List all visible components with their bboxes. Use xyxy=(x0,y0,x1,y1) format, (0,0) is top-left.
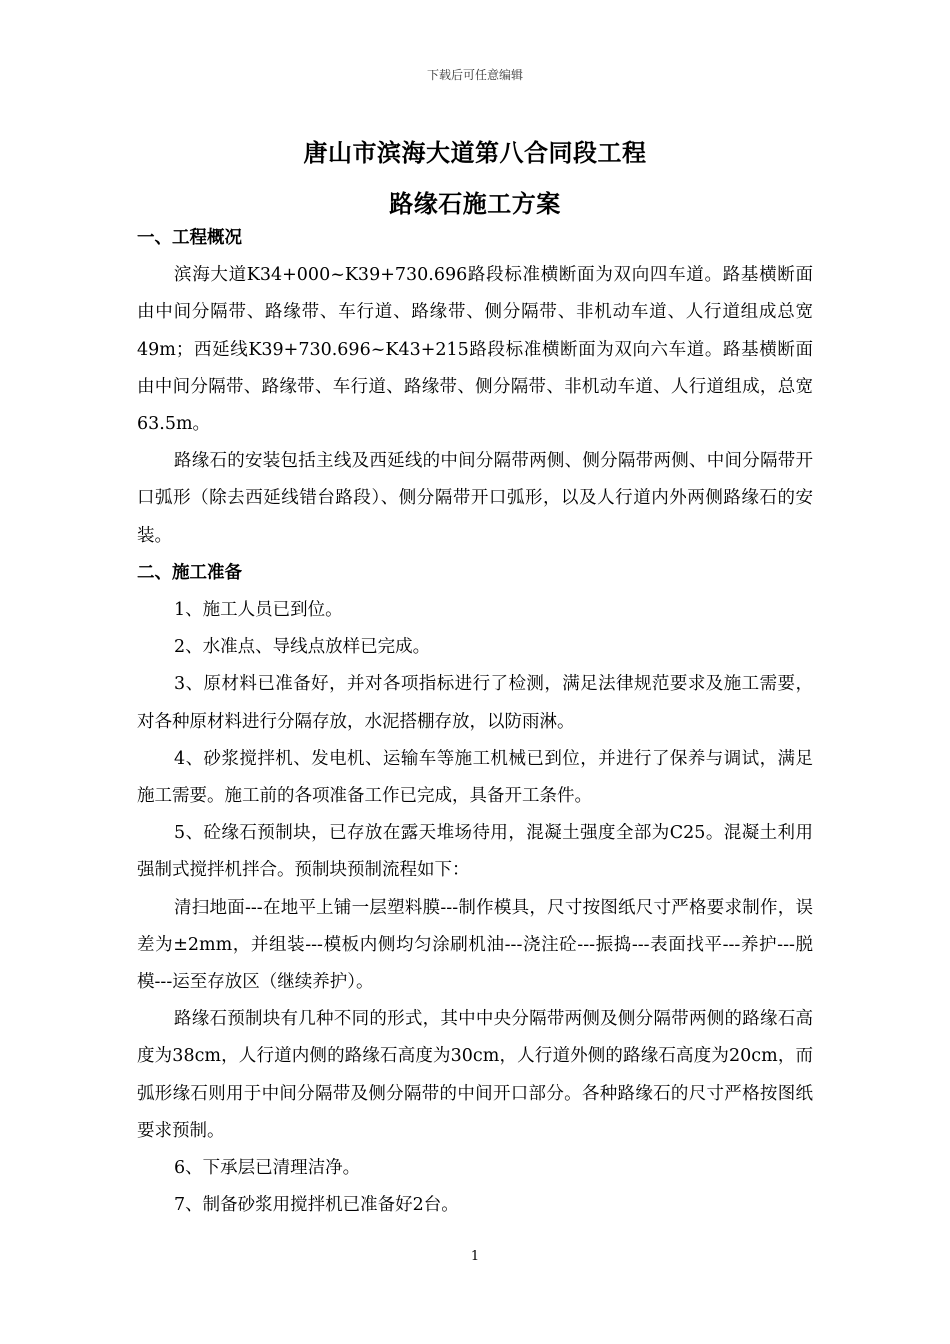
section-heading-preparation: 二、施工准备 xyxy=(137,562,242,583)
paragraph: 滨海大道K34+000~K39+730.696路段标准横断面为双向四车道。路基横断面由中间分隔带、路缘带、车行道、路缘带、侧分隔带、非机动车道、人行道组成总宽49m；西延线K39+730.696~K43+215路段标准横断面为双向六车道。路基横断面由中间分隔带、路缘带、车行道、路缘带、侧分隔带、非机动车道、人行道组成，总宽63.5m。 xyxy=(137,265,813,435)
paragraph: 路缘石预制块有几种不同的形式，其中中央分隔带两侧及侧分隔带两侧的路缘石高度为38cm，人行道内侧的路缘石高度为30cm，人行道外侧的路缘石高度为20cm，而弧形缘石则用于中间分隔带及侧分隔带的中间开口部分。各种路缘石的尺寸严格按图纸要求预制。 xyxy=(137,1009,813,1141)
page-header-note: 下载后可任意编辑 xyxy=(426,68,523,82)
page-number: 1 xyxy=(470,1249,480,1264)
paragraph: 路缘石的安装包括主线及西延线的中间分隔带两侧、侧分隔带两侧、中间分隔带开口弧形（除去西延线错台路段）、侧分隔带开口弧形，以及人行道内外两侧路缘石的安装。 xyxy=(137,451,813,546)
list-item: 7、制备砂浆用搅拌机已准备好2台。 xyxy=(174,1195,459,1216)
document-body xyxy=(137,220,813,1224)
paragraph: 清扫地面---在地平上铺一层塑料膜---制作模具，尺寸按图纸尺寸严格要求制作，误差为±2mm，并组装---模板内侧均匀涂刷机油---浇注砼---振捣---表面找平---养护---脱模---运至存放区（继续养护）。 xyxy=(137,897,813,993)
document-title: 唐山市滨海大道第八合同段工程 xyxy=(303,138,647,167)
list-item: 3、原材料已准备好，并对各项指标进行了检测，满足法律规范要求及施工需要，对各种原材料进行分隔存放，水泥搭棚存放，以防雨淋。 xyxy=(137,674,813,732)
list-item: 6、下承层已清理洁净。 xyxy=(174,1158,361,1179)
list-item: 5、砼缘石预制块，已存放在露天堆场待用，混凝土强度全部为C25。混凝土利用强制式搅拌机拌合。预制块预制流程如下： xyxy=(137,823,813,881)
section-heading-overview: 一、工程概况 xyxy=(137,228,242,248)
document-subtitle: 路缘石施工方案 xyxy=(389,189,561,218)
list-item: 2、水准点、导线点放样已完成。 xyxy=(174,637,431,658)
list-item: 1、施工人员已到位。 xyxy=(174,600,343,621)
list-item: 4、砂浆搅拌机、发电机、运输车等施工机械已到位，并进行了保养与调试，满足施工需要。施工前的各项准备工作已完成，具备开工条件。 xyxy=(137,748,813,807)
